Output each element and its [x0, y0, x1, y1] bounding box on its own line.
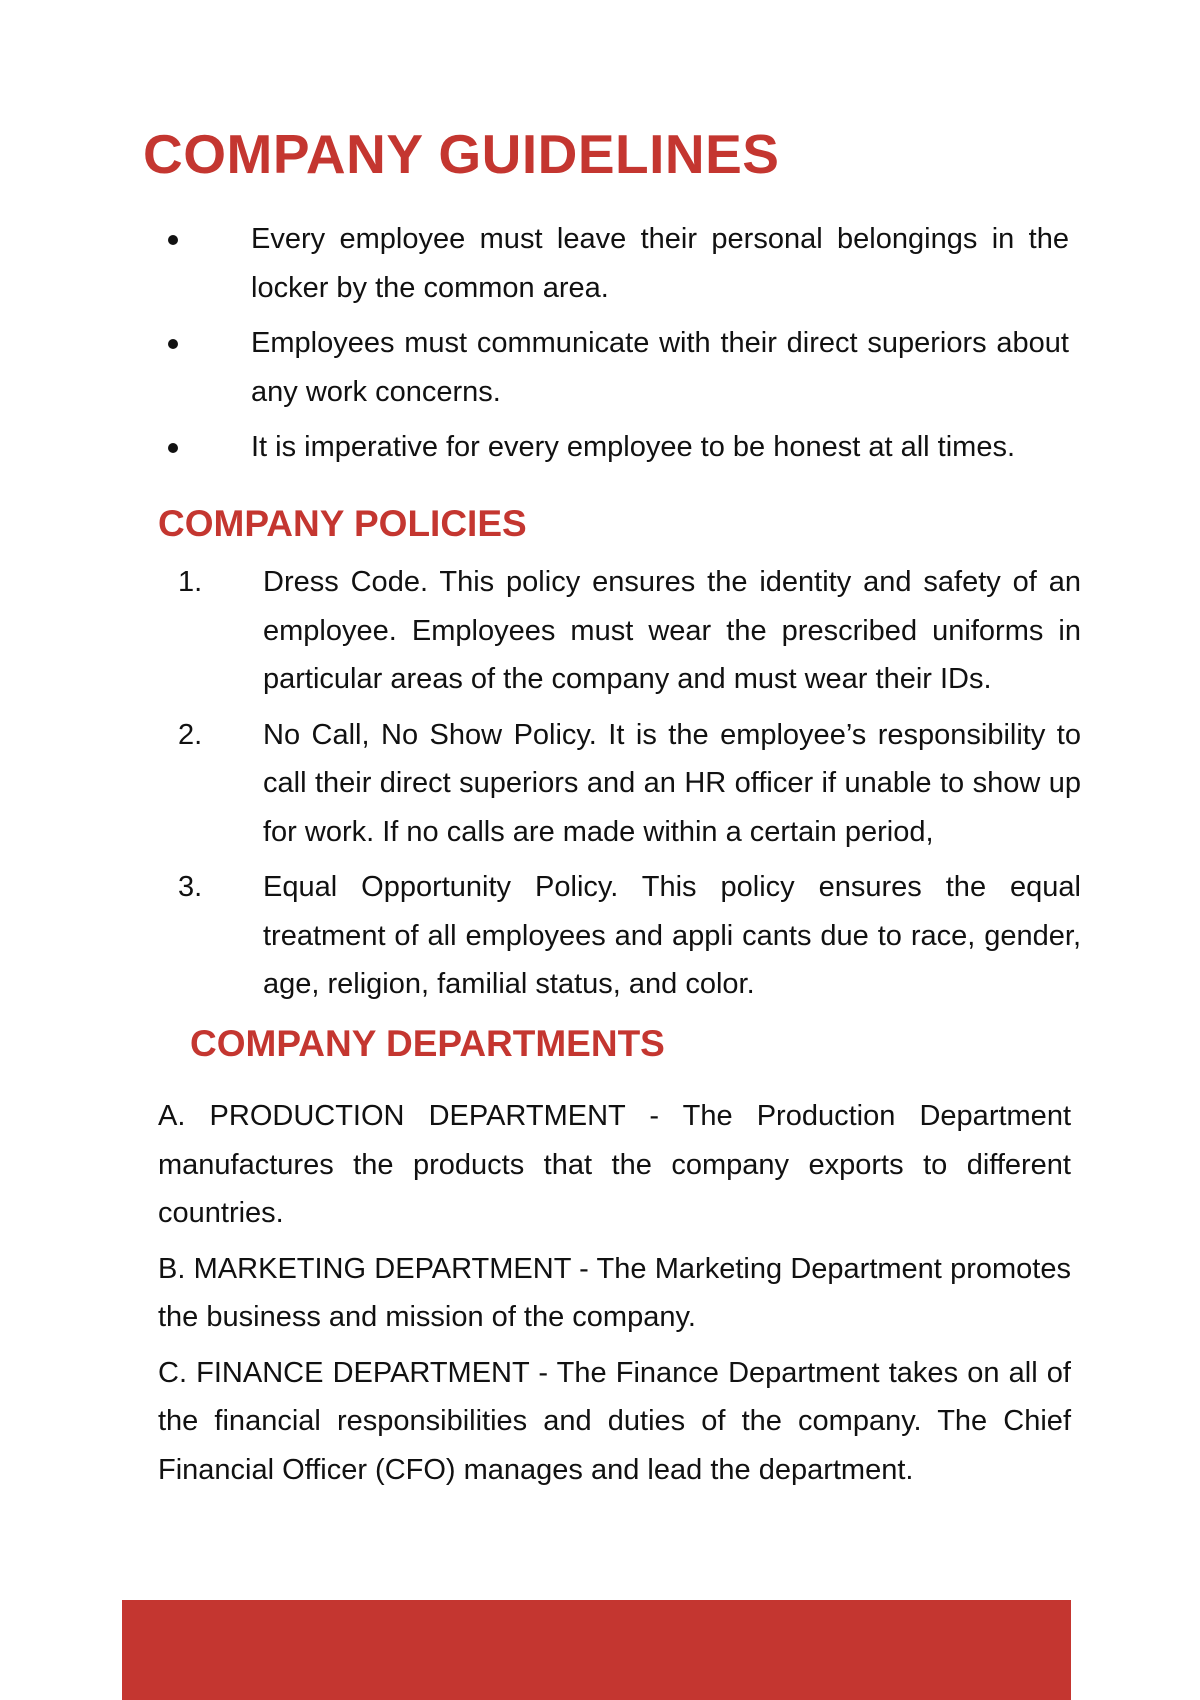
- policies-title: COMPANY POLICIES: [158, 503, 527, 544]
- guideline-text: Employees must communicate with their direct superiors about any work concerns.: [251, 327, 1069, 408]
- item-number: 2.: [178, 718, 203, 751]
- list-item: [251, 319, 1069, 416]
- list-item: [251, 423, 1069, 472]
- list-item: [178, 558, 1081, 704]
- policy-text: No Call, No Show Policy. It is the employee’s responsibility to call their direct superiors and an HR officer if unable to show up for work. If no calls are made within a certain period,: [263, 718, 1081, 848]
- guidelines-title: COMPANY GUIDELINES: [143, 123, 780, 185]
- item-number: 1.: [178, 566, 203, 598]
- departments-title: COMPANY DEPARTMENTS: [190, 1023, 665, 1064]
- list-item: [178, 863, 1081, 1009]
- department-paragraph: B. MARKETING DEPARTMENT - The Marketing Department promotes the business and mission of the company.: [158, 1252, 1071, 1333]
- item-number: 3.: [178, 871, 203, 903]
- list-item: [251, 215, 1069, 312]
- list-item: [178, 711, 1081, 857]
- bullet-icon: [168, 339, 178, 349]
- department-paragraph: A. PRODUCTION DEPARTMENT - The Production Department manufactures the products that the company exports to different countries.: [158, 1100, 1071, 1229]
- bullet-icon: [168, 443, 178, 453]
- departments-list: [158, 1092, 1071, 1501]
- policies-list: [178, 558, 1081, 1016]
- department-paragraph: C. FINANCE DEPARTMENT - The Finance Department takes on all of the financial responsibilities and duties of the company. The Chief Financial Officer (CFO) manages and lead the department.: [158, 1356, 1071, 1486]
- guideline-text: It is imperative for every employee to be honest at all times.: [251, 431, 1016, 463]
- policy-text: Dress Code. This policy ensures the identity and safety of an employee. Employees must wear the prescribed uniforms in particular areas of the company and must wear their IDs.: [263, 566, 1081, 695]
- policy-text: Equal Opportunity Policy. This policy ensures the equal treatment of all employees and appli cants due to race, gender, age, religion, familial status, and color.: [263, 871, 1081, 1000]
- bullet-icon: [168, 235, 178, 245]
- footer-bar: [122, 1600, 1071, 1700]
- guidelines-list: [251, 215, 1069, 479]
- guideline-text: Every employee must leave their personal belongings in the locker by the common area.: [251, 223, 1069, 304]
